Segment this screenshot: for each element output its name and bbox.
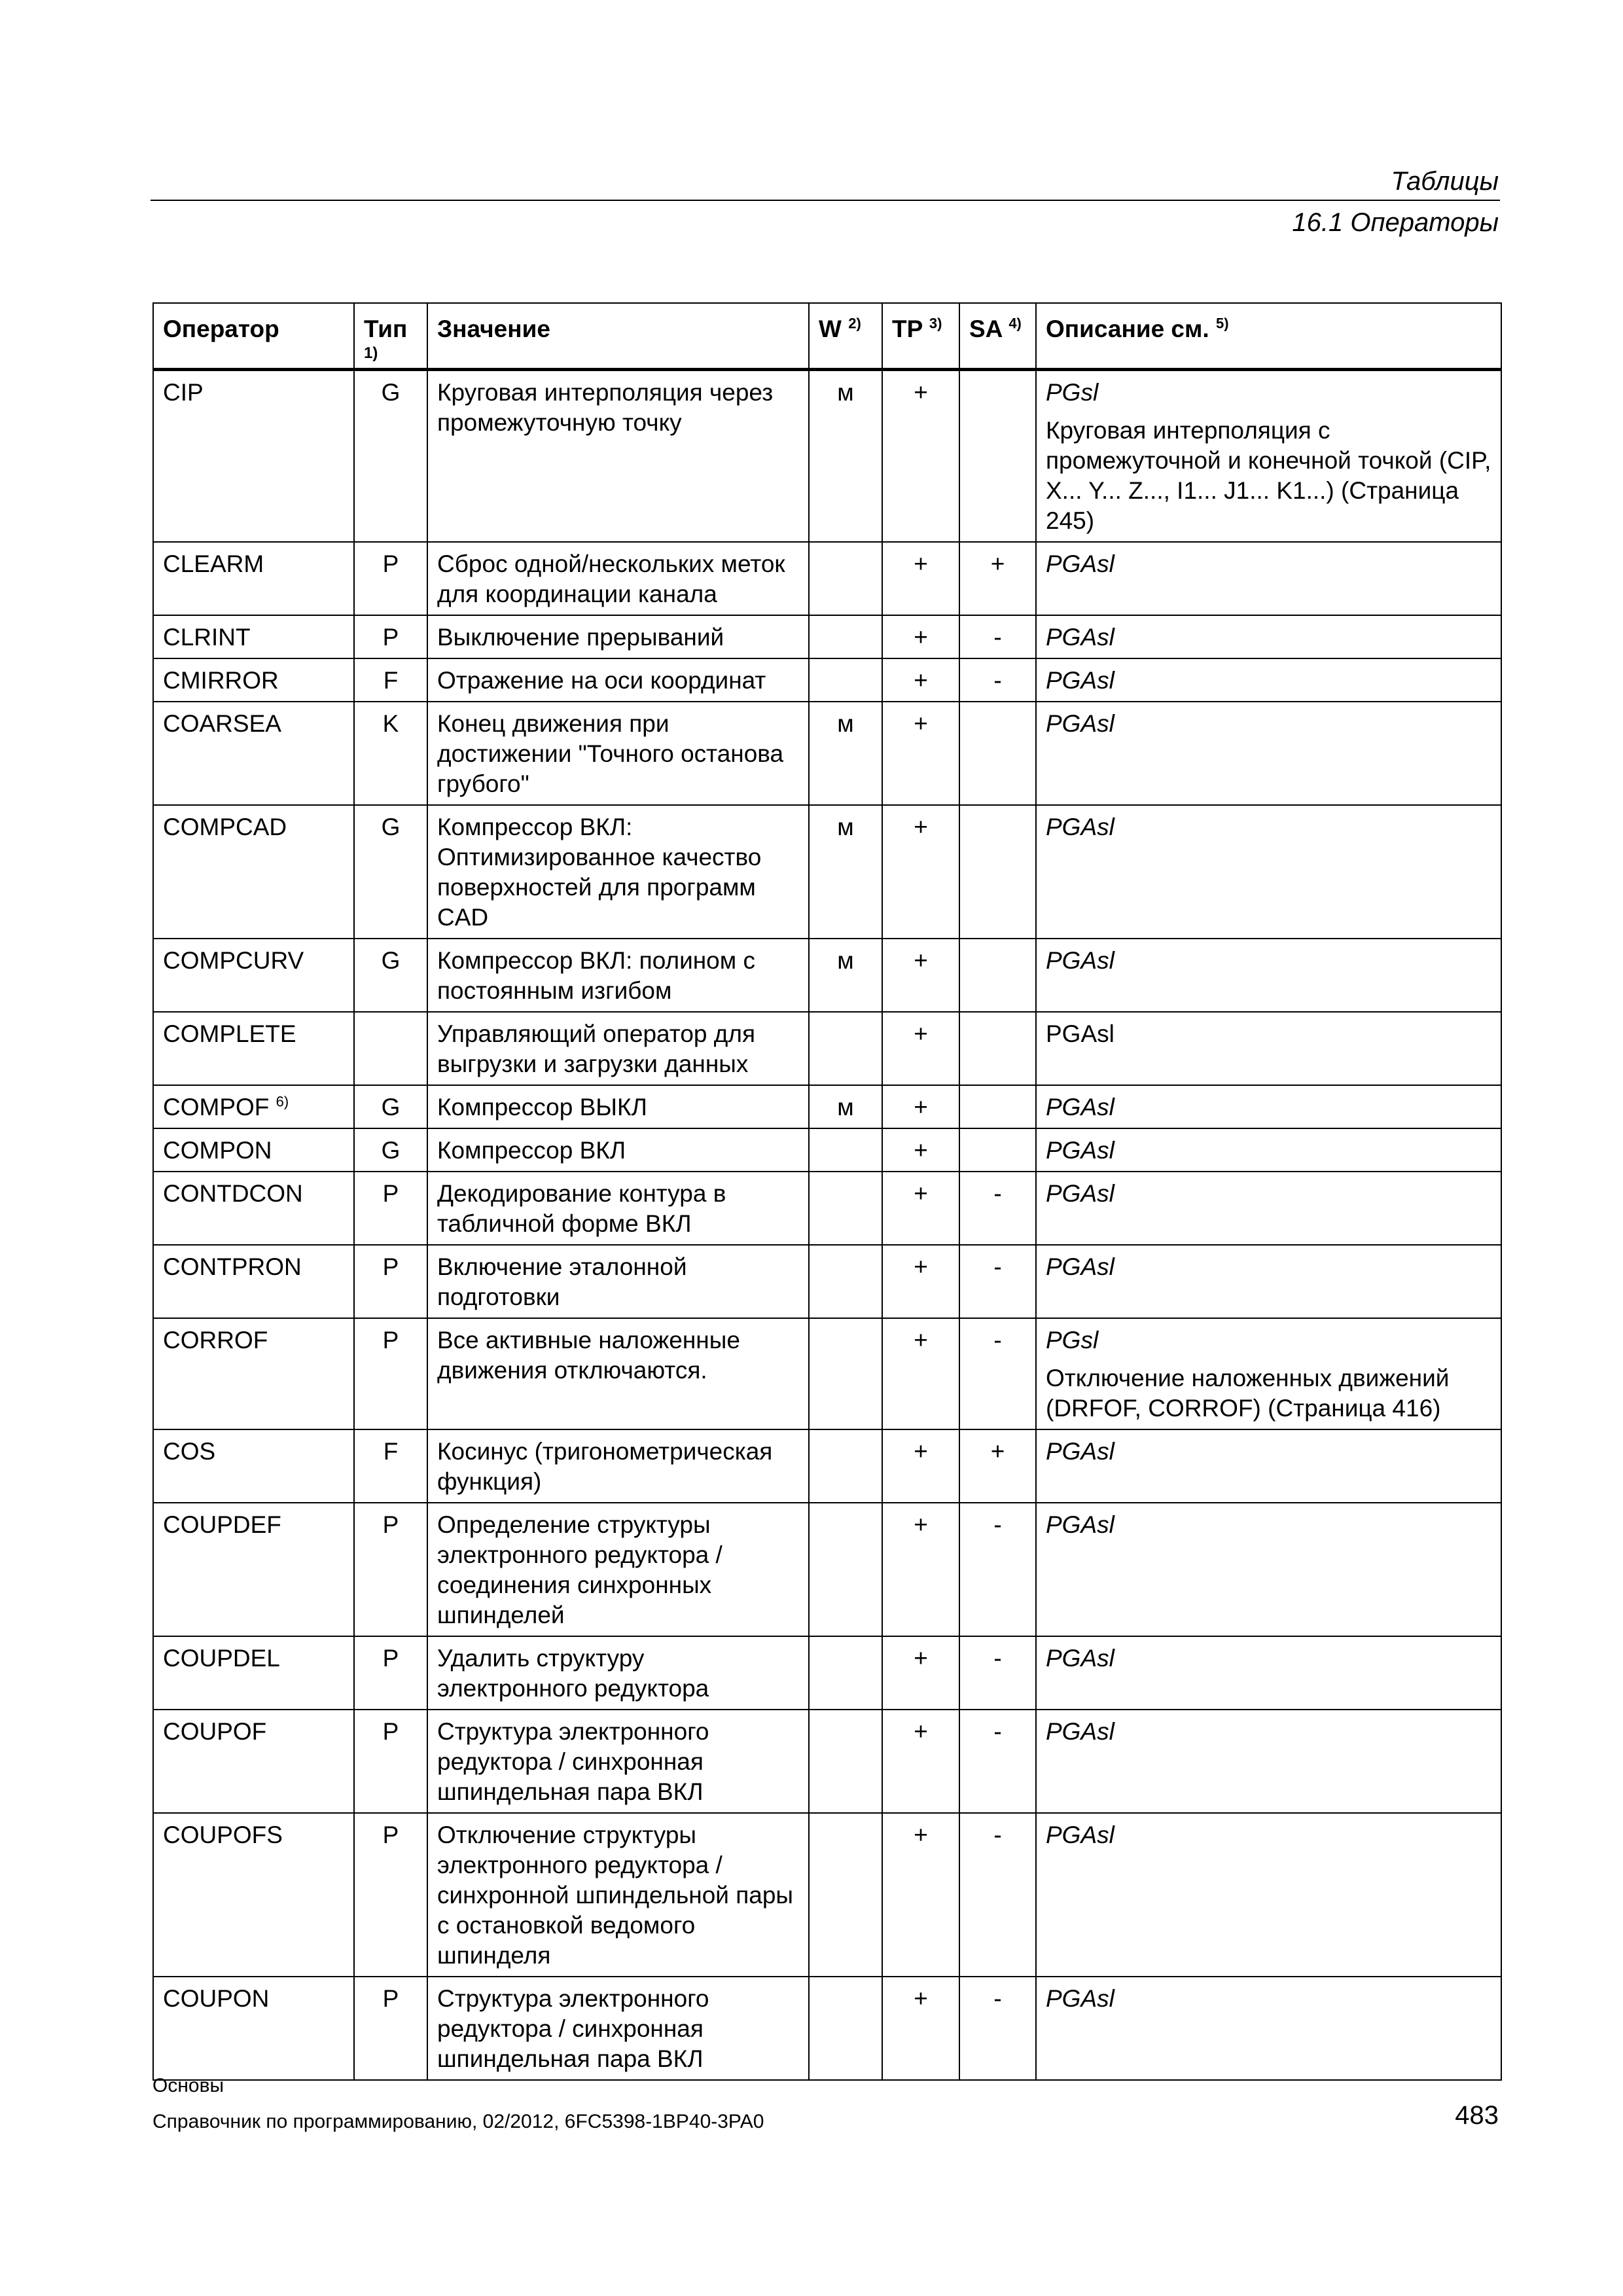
cell-tp: + — [882, 1012, 959, 1085]
cell-operator — [153, 1503, 354, 1636]
operator-name: CONTPRON — [163, 1253, 302, 1280]
description-ref: PGAsl — [1046, 1985, 1115, 2012]
col-header-sa: SA $^{4)}$ — [959, 303, 1036, 370]
cell-operator — [153, 1977, 354, 2080]
cell-sa: + — [959, 542, 1036, 615]
operator-name: CONTDCON — [163, 1180, 303, 1207]
table-row — [153, 1245, 1501, 1318]
operator-name: COMPLETE — [163, 1020, 296, 1047]
col-header-meaning: Значение — [427, 303, 809, 370]
cell-operator — [153, 805, 354, 939]
cell-tp: + — [882, 1813, 959, 1977]
cell-operator — [153, 542, 354, 615]
cell-tp: + — [882, 370, 959, 543]
cell-type: P — [354, 1245, 427, 1318]
cell-operator — [153, 370, 354, 543]
cell-w — [809, 1128, 882, 1172]
cell-tp: + — [882, 1318, 959, 1429]
cell-description — [1036, 1128, 1501, 1172]
cell-type: P — [354, 1710, 427, 1813]
cell-description — [1036, 1085, 1501, 1128]
cell-description — [1036, 370, 1501, 543]
operator-name: COS — [163, 1438, 216, 1465]
table-row — [153, 542, 1501, 615]
operator-name: CLEARM — [163, 550, 264, 577]
cell-w — [809, 1012, 882, 1085]
description-link[interactable]: Круговая интерполяция с промежуточной и конечной точкой (CIP, X... Y... Z..., I1... J1... K1...) (Страница 245) — [1046, 417, 1491, 534]
cell-description — [1036, 1503, 1501, 1636]
cell-tp: + — [882, 805, 959, 939]
table-row — [153, 1503, 1501, 1636]
cell-sa — [959, 702, 1036, 805]
operator-name: COMPON — [163, 1137, 272, 1164]
table-row — [153, 1318, 1501, 1429]
cell-type: P — [354, 615, 427, 658]
header-section: Таблицы — [1391, 167, 1499, 196]
cell-operator — [153, 1128, 354, 1172]
cell-type: F — [354, 1429, 427, 1503]
cell-meaning: Конец движения при достижении "Точного останова грубого" — [427, 702, 809, 805]
cell-description — [1036, 1636, 1501, 1710]
cell-meaning: Структура электронного редуктора / синхронная шпиндельная пара ВКЛ — [427, 1710, 809, 1813]
description-ref: PGAsl — [1046, 550, 1115, 577]
table-row — [153, 939, 1501, 1012]
cell-w: м — [809, 370, 882, 543]
cell-operator — [153, 1172, 354, 1245]
table-row — [153, 805, 1501, 939]
cell-w: м — [809, 1085, 882, 1128]
description-ref: PGAsl — [1046, 1253, 1115, 1280]
col-header-description: Описание см. $^{5)}$ — [1036, 303, 1501, 370]
cell-w — [809, 1636, 882, 1710]
cell-w: м — [809, 939, 882, 1012]
cell-w — [809, 1503, 882, 1636]
cell-meaning: Удалить структуру электронного редуктора — [427, 1636, 809, 1710]
cell-type: G — [354, 1128, 427, 1172]
cell-sa — [959, 939, 1036, 1012]
col-header-operator: Оператор — [153, 303, 354, 370]
operator-name: COUPDEF — [163, 1511, 281, 1538]
cell-tp: + — [882, 1636, 959, 1710]
cell-meaning: Компрессор ВКЛ: полином с постоянным изгибом — [427, 939, 809, 1012]
cell-description — [1036, 542, 1501, 615]
cell-type: K — [354, 702, 427, 805]
cell-tp: + — [882, 1977, 959, 2080]
cell-sa: - — [959, 1503, 1036, 1636]
footer-reference: Справочник по программированию, 02/2012, 6FC5398-1BP40-3PA0 — [152, 2111, 764, 2132]
cell-w: м — [809, 805, 882, 939]
description-ref: PGAsl — [1046, 667, 1115, 694]
col-header-type: Тип 1) — [354, 303, 427, 370]
cell-tp: + — [882, 1429, 959, 1503]
cell-sa: - — [959, 658, 1036, 702]
cell-sa: - — [959, 1172, 1036, 1245]
page-number: 483 — [1455, 2101, 1499, 2130]
cell-sa: + — [959, 1429, 1036, 1503]
table-row — [153, 370, 1501, 543]
cell-tp: + — [882, 1245, 959, 1318]
cell-operator — [153, 702, 354, 805]
table-header-row — [153, 303, 1501, 370]
cell-sa: - — [959, 1318, 1036, 1429]
cell-description — [1036, 805, 1501, 939]
description-link[interactable]: Отключение наложенных движений (DRFOF, CORROF) (Страница 416) — [1046, 1365, 1450, 1422]
operator-name: COMPCAD — [163, 814, 287, 840]
cell-operator — [153, 615, 354, 658]
cell-description — [1036, 1172, 1501, 1245]
cell-operator — [153, 1245, 354, 1318]
cell-description — [1036, 658, 1501, 702]
description-ref: PGAsl — [1046, 1718, 1115, 1745]
description-ref: PGAsl — [1046, 814, 1115, 840]
cell-operator — [153, 658, 354, 702]
operator-name: COMPCURV — [163, 947, 304, 974]
cell-sa — [959, 1085, 1036, 1128]
cell-meaning: Выключение прерываний — [427, 615, 809, 658]
table-row — [153, 1429, 1501, 1503]
cell-type: P — [354, 1318, 427, 1429]
cell-meaning: Отражение на оси координат — [427, 658, 809, 702]
cell-w — [809, 615, 882, 658]
description-ref: PGAsl — [1046, 1180, 1115, 1207]
operator-footnote: 6) — [276, 1093, 289, 1110]
table-row — [153, 1977, 1501, 2080]
description-ref: PGAsl — [1046, 624, 1115, 651]
cell-meaning: Компрессор ВКЛ: Оптимизированное качество поверхностей для программ CAD — [427, 805, 809, 939]
cell-description — [1036, 1318, 1501, 1429]
cell-sa: - — [959, 1245, 1036, 1318]
operator-name: COUPOFS — [163, 1821, 283, 1848]
operator-name: COUPDEL — [163, 1645, 280, 1672]
description-ref: PGAsl — [1046, 1020, 1115, 1047]
operator-name: COUPON — [163, 1985, 270, 2012]
description-ref: PGAsl — [1046, 1137, 1115, 1164]
cell-sa: - — [959, 1977, 1036, 2080]
cell-type: G — [354, 1085, 427, 1128]
cell-description — [1036, 702, 1501, 805]
cell-tp: + — [882, 542, 959, 615]
cell-sa: - — [959, 615, 1036, 658]
cell-w — [809, 658, 882, 702]
col-header-w: W $^{2)}$ — [809, 303, 882, 370]
cell-meaning: Декодирование контура в табличной форме ВКЛ — [427, 1172, 809, 1245]
cell-w: м — [809, 702, 882, 805]
description-ref: PGAsl — [1046, 710, 1115, 737]
cell-w — [809, 1977, 882, 2080]
col-header-tp: TP $^{3)}$ — [882, 303, 959, 370]
cell-meaning: Отключение структуры электронного редуктора / синхронной шпиндельной пары с остановкой ведомого шпинделя — [427, 1813, 809, 1977]
cell-type: G — [354, 370, 427, 543]
description-ref: PGAsl — [1046, 1511, 1115, 1538]
cell-type: P — [354, 1813, 427, 1977]
cell-meaning: Включение эталонной подготовки — [427, 1245, 809, 1318]
table-row — [153, 1710, 1501, 1813]
cell-meaning: Косинус (тригонометрическая функция) — [427, 1429, 809, 1503]
table-row — [153, 1128, 1501, 1172]
cell-w — [809, 1172, 882, 1245]
cell-description — [1036, 1245, 1501, 1318]
description-ref: PGsl — [1046, 1327, 1099, 1354]
cell-type: P — [354, 1172, 427, 1245]
cell-w — [809, 542, 882, 615]
cell-tp: + — [882, 615, 959, 658]
table-row — [153, 1636, 1501, 1710]
cell-description — [1036, 615, 1501, 658]
cell-tp: + — [882, 702, 959, 805]
operator-name: CMIRROR — [163, 667, 279, 694]
cell-w — [809, 1813, 882, 1977]
cell-meaning: Управляющий оператор для выгрузки и загрузки данных — [427, 1012, 809, 1085]
cell-type: G — [354, 805, 427, 939]
description-ref: PGAsl — [1046, 1094, 1115, 1121]
cell-operator — [153, 1085, 354, 1128]
cell-meaning: Сброс одной/нескольких меток для координации канала — [427, 542, 809, 615]
cell-operator — [153, 1813, 354, 1977]
table-row — [153, 702, 1501, 805]
cell-operator — [153, 1012, 354, 1085]
cell-sa: - — [959, 1710, 1036, 1813]
cell-w — [809, 1429, 882, 1503]
description-ref: PGAsl — [1046, 1438, 1115, 1465]
operator-name: CORROF — [163, 1327, 268, 1354]
cell-type: G — [354, 939, 427, 1012]
table-row — [153, 615, 1501, 658]
cell-meaning: Определение структуры электронного редуктора / соединения синхронных шпинделей — [427, 1503, 809, 1636]
table-row — [153, 1172, 1501, 1245]
cell-operator — [153, 1318, 354, 1429]
cell-type — [354, 1012, 427, 1085]
cell-w — [809, 1710, 882, 1813]
cell-meaning: Компрессор ВЫКЛ — [427, 1085, 809, 1128]
operators-table — [152, 302, 1502, 2081]
cell-tp: + — [882, 658, 959, 702]
cell-description — [1036, 1813, 1501, 1977]
cell-tp: + — [882, 1172, 959, 1245]
cell-w — [809, 1245, 882, 1318]
header-rule — [151, 200, 1500, 201]
cell-tp: + — [882, 939, 959, 1012]
operator-name: COMPOF — [163, 1094, 270, 1121]
table-row — [153, 1085, 1501, 1128]
header-subsection: 16.1 Операторы — [1292, 208, 1499, 237]
cell-sa: - — [959, 1636, 1036, 1710]
operator-name: CLRINT — [163, 624, 251, 651]
cell-meaning: Компрессор ВКЛ — [427, 1128, 809, 1172]
cell-meaning: Круговая интерполяция через промежуточную точку — [427, 370, 809, 543]
operator-name: COUPOF — [163, 1718, 267, 1745]
cell-sa — [959, 805, 1036, 939]
cell-w — [809, 1318, 882, 1429]
cell-operator — [153, 939, 354, 1012]
cell-tp: + — [882, 1085, 959, 1128]
description-ref: PGAsl — [1046, 1645, 1115, 1672]
cell-sa — [959, 370, 1036, 543]
footer-title: Основы — [152, 2075, 224, 2096]
cell-meaning: Структура электронного редуктора / синхронная шпиндельная пара ВКЛ — [427, 1977, 809, 2080]
description-ref: PGAsl — [1046, 1821, 1115, 1848]
description-ref: PGAsl — [1046, 947, 1115, 974]
cell-tp: + — [882, 1128, 959, 1172]
operator-name: CIP — [163, 379, 204, 406]
table-row — [153, 658, 1501, 702]
operator-name: COARSEA — [163, 710, 281, 737]
description-ref: PGsl — [1046, 379, 1099, 406]
cell-description — [1036, 1012, 1501, 1085]
cell-description — [1036, 1710, 1501, 1813]
cell-tp: + — [882, 1710, 959, 1813]
table-row — [153, 1813, 1501, 1977]
cell-operator — [153, 1710, 354, 1813]
cell-type: P — [354, 542, 427, 615]
cell-description — [1036, 1429, 1501, 1503]
cell-description — [1036, 939, 1501, 1012]
cell-operator — [153, 1429, 354, 1503]
cell-tp: + — [882, 1503, 959, 1636]
cell-description — [1036, 1977, 1501, 2080]
cell-type: P — [354, 1636, 427, 1710]
cell-type: P — [354, 1977, 427, 2080]
cell-sa — [959, 1128, 1036, 1172]
cell-type: F — [354, 658, 427, 702]
table-row — [153, 1012, 1501, 1085]
cell-operator — [153, 1636, 354, 1710]
cell-sa: - — [959, 1813, 1036, 1977]
cell-meaning: Все активные наложенные движения отключаются. — [427, 1318, 809, 1429]
cell-sa — [959, 1012, 1036, 1085]
cell-type: P — [354, 1503, 427, 1636]
